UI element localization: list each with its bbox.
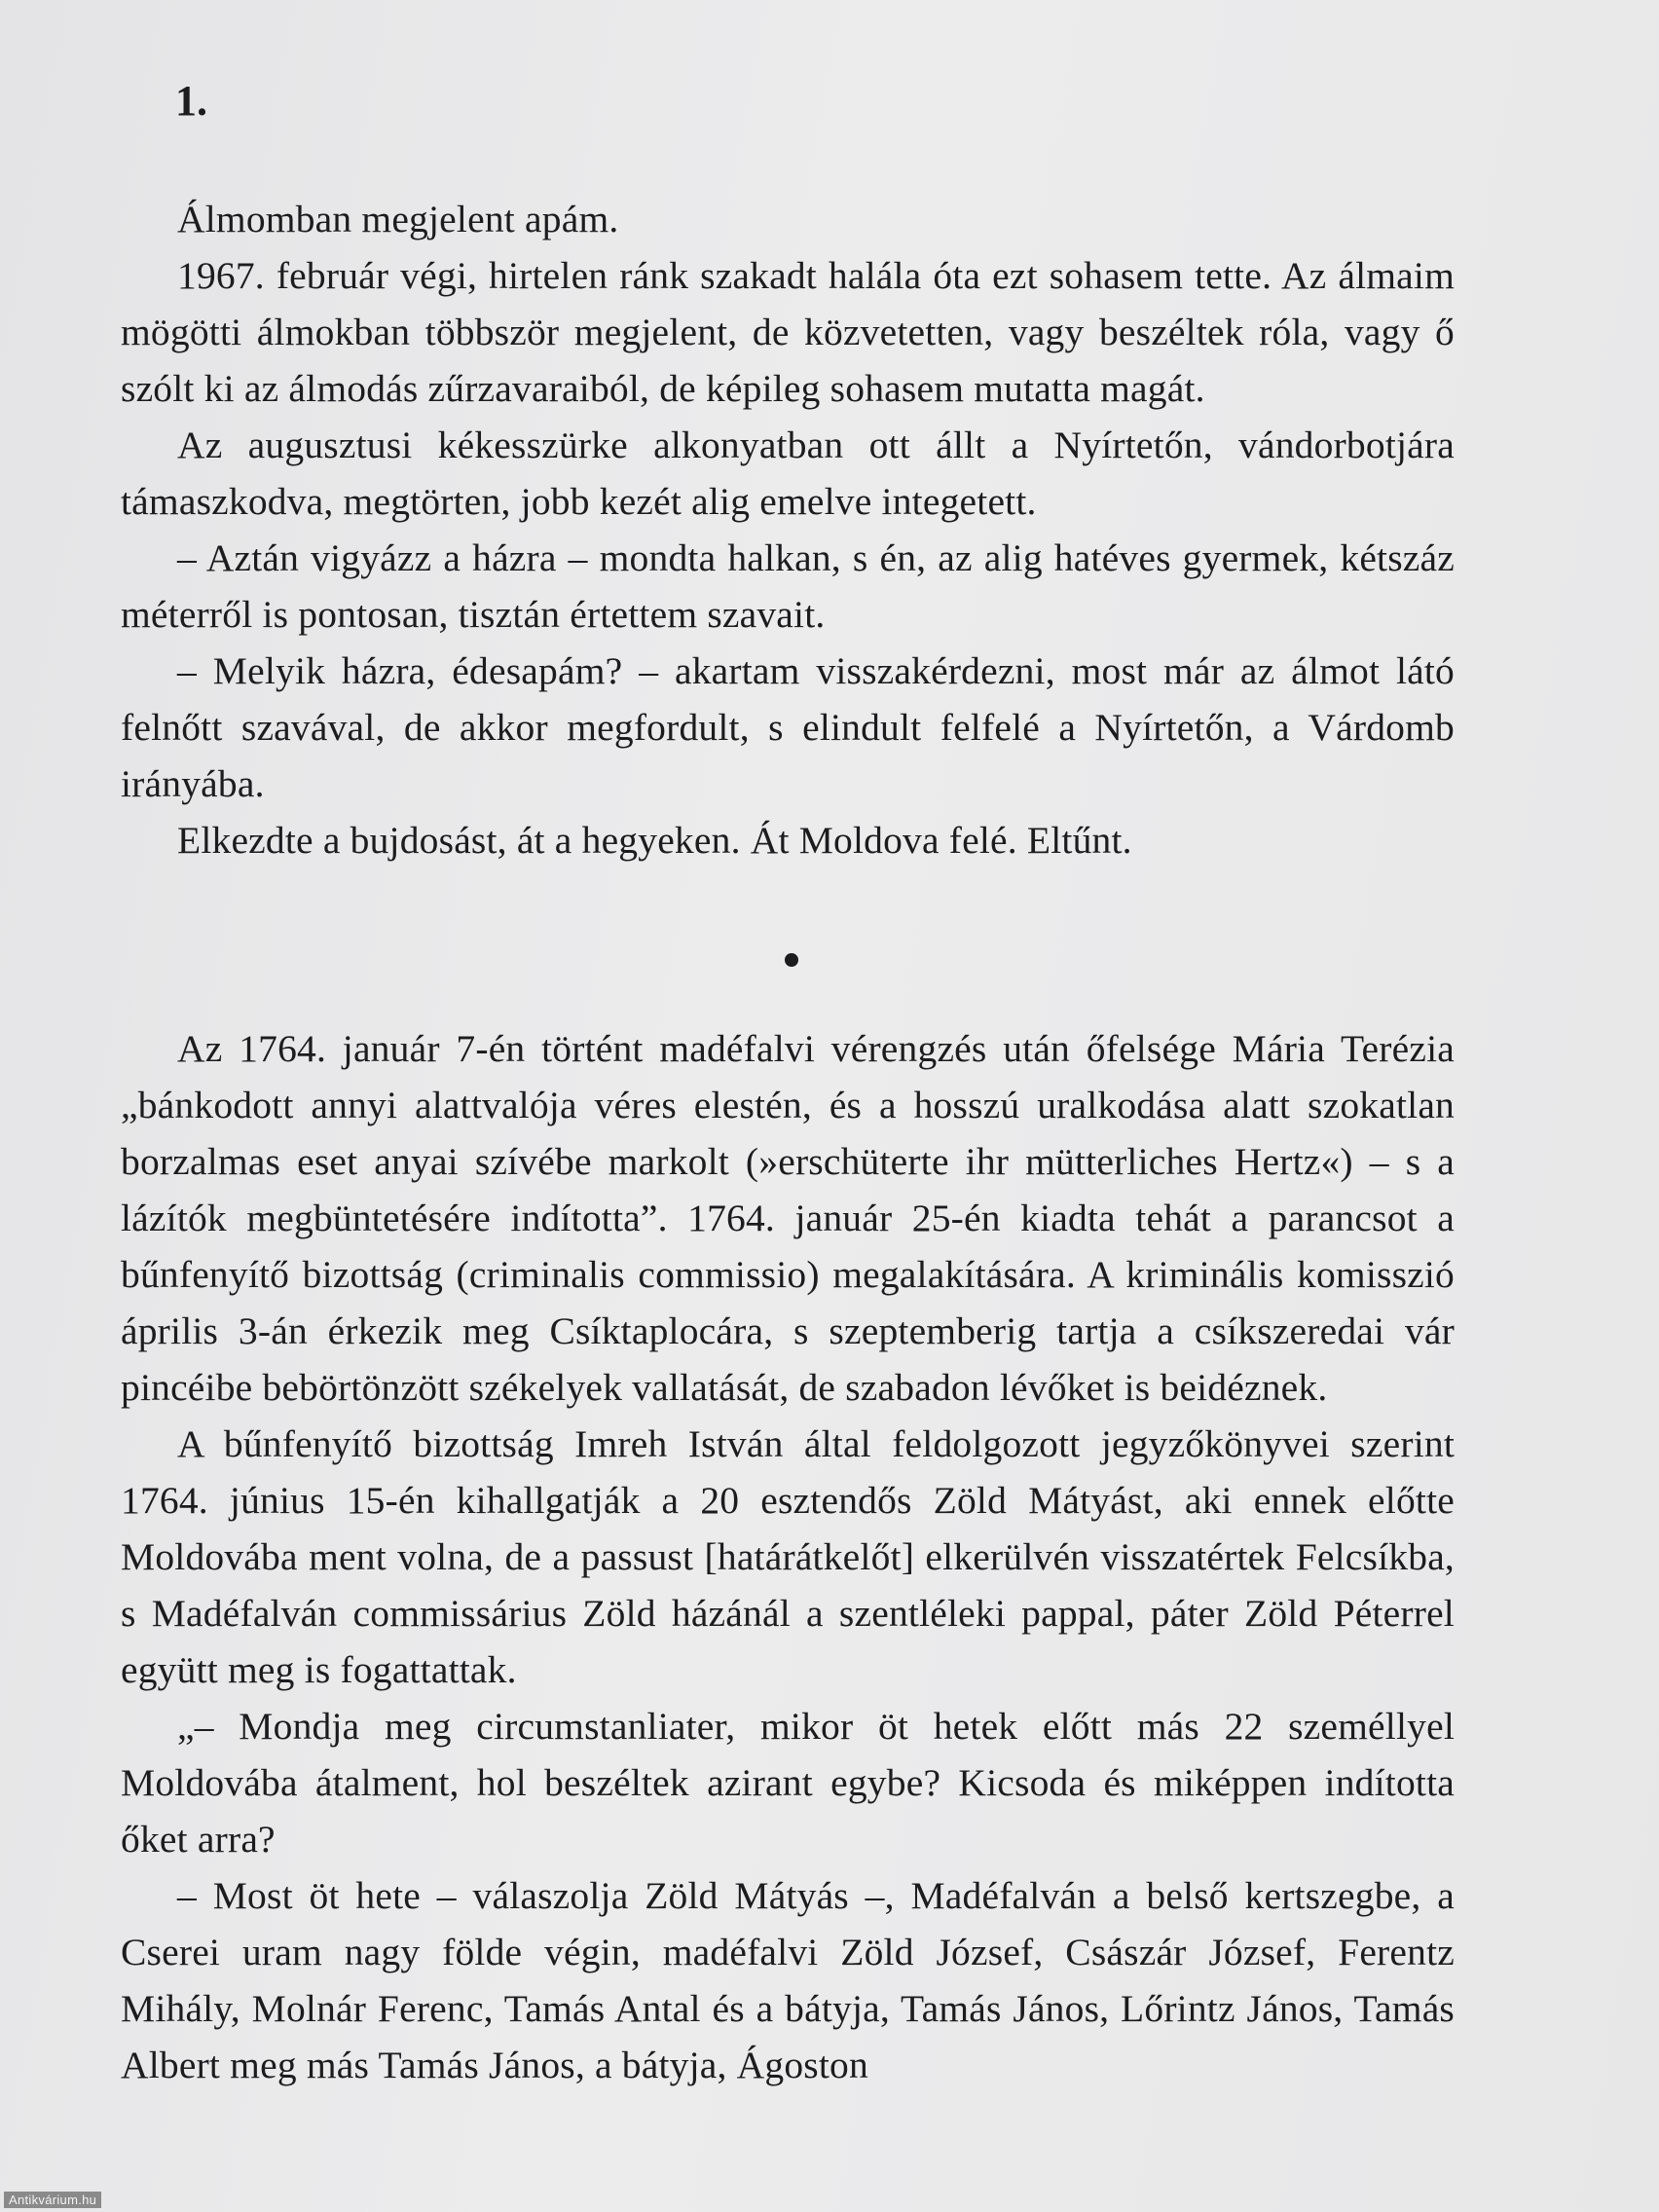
paragraph: – Melyik házra, édesapám? – akartam visszakérdezni, most már az álmot látó felnőtt szavával, de akkor megfordult, s elindult felfelé a Nyírtetőn, a Várdomb irányába. [121, 649, 1455, 805]
section-separator-dot [785, 953, 798, 967]
paragraph: – Aztán vigyázz a házra – mondta halkan, s én, az alig hatéves gyermek, kétszáz méterről is pontosan, tisztán értettem szavait. [121, 536, 1455, 636]
paragraph: Álmomban megjelent apám. [177, 198, 619, 240]
paragraph: A bűnfenyítő bizottság Imreh István által feldolgozott jegyzőkönyvei szerint 1764. június 15-én kihallgatják a 20 esztendős Zöld Mátyást, aki ennek előtte Moldovába ment volna, de a passust [határátkelőt] elkerülvén visszatértek Felcsíkba, s Madéfalván commissárius Zöld házánál a szentléleki pappal, páter Zöld Péterrel együtt meg is fogattattak. [121, 1422, 1455, 1691]
section-one-text [121, 191, 1455, 868]
paragraph: Az augusztusi kékesszürke alkonyatban ott állt a Nyírtetőn, vándorbotjára támaszkodva, megtörten, jobb kezét alig emelve integetett. [121, 424, 1455, 523]
paragraph: „– Mondja meg circumstanliater, mikor öt hetek előtt más 22 személlyel Moldovába átalment, hol beszéltek azirant egybe? Kicsoda és miképpen indította őket arra? [121, 1705, 1455, 1861]
section-two-text [121, 1020, 1455, 2093]
watermark: Antikvárium.hu [4, 2192, 101, 2208]
paragraph: – Most öt hete – válaszolja Zöld Mátyás –, Madéfalván a belső kertszegbe, a Cserei uram nagy földe végin, madéfalvi Zöld József, Császár József, Ferentz Mihály, Molnár Ferenc, Tamás Antal és a bátyja, Tamás János, Lőrintz János, Tamás Albert meg más Tamás János, a bátyja, Ágoston [121, 1874, 1455, 2086]
chapter-number: 1. [175, 77, 207, 125]
paragraph: Az 1764. január 7-én történt madéfalvi vérengzés után őfelsége Mária Terézia „bánkodott annyi alattvalója véres elestén, és a hosszú uralkodása alatt szokatlan borzalmas eset anyai szívébe markolt (»erschüterte ihr mütterliches Hertz«) – s a lázítók megbüntetésére indította”. 1764. január 25-én kiadta tehát a parancsot a bűnfenyítő bizottság (criminalis commissio) megalakítására. A kriminális komisszió április 3-án érkezik meg Csíktaplocára, s szeptemberig tartja a csíkszeredai vár pincéibe bebörtönzött székelyek vallatását, de szabadon lévőket is beidéznek. [121, 1027, 1455, 1409]
paragraph: 1967. február végi, hirtelen ránk szakadt halála óta ezt sohasem tette. Az álmaim mögötti álmokban többször megjelent, de közvetetten, vagy beszéltek róla, vagy ő szólt ki az álmodás zűrzavaraiból, de képileg sohasem mutatta magát. [121, 254, 1455, 410]
paragraph: Elkezdte a bujdosást, át a hegyeken. Át Moldova felé. Eltűnt. [177, 819, 1132, 862]
